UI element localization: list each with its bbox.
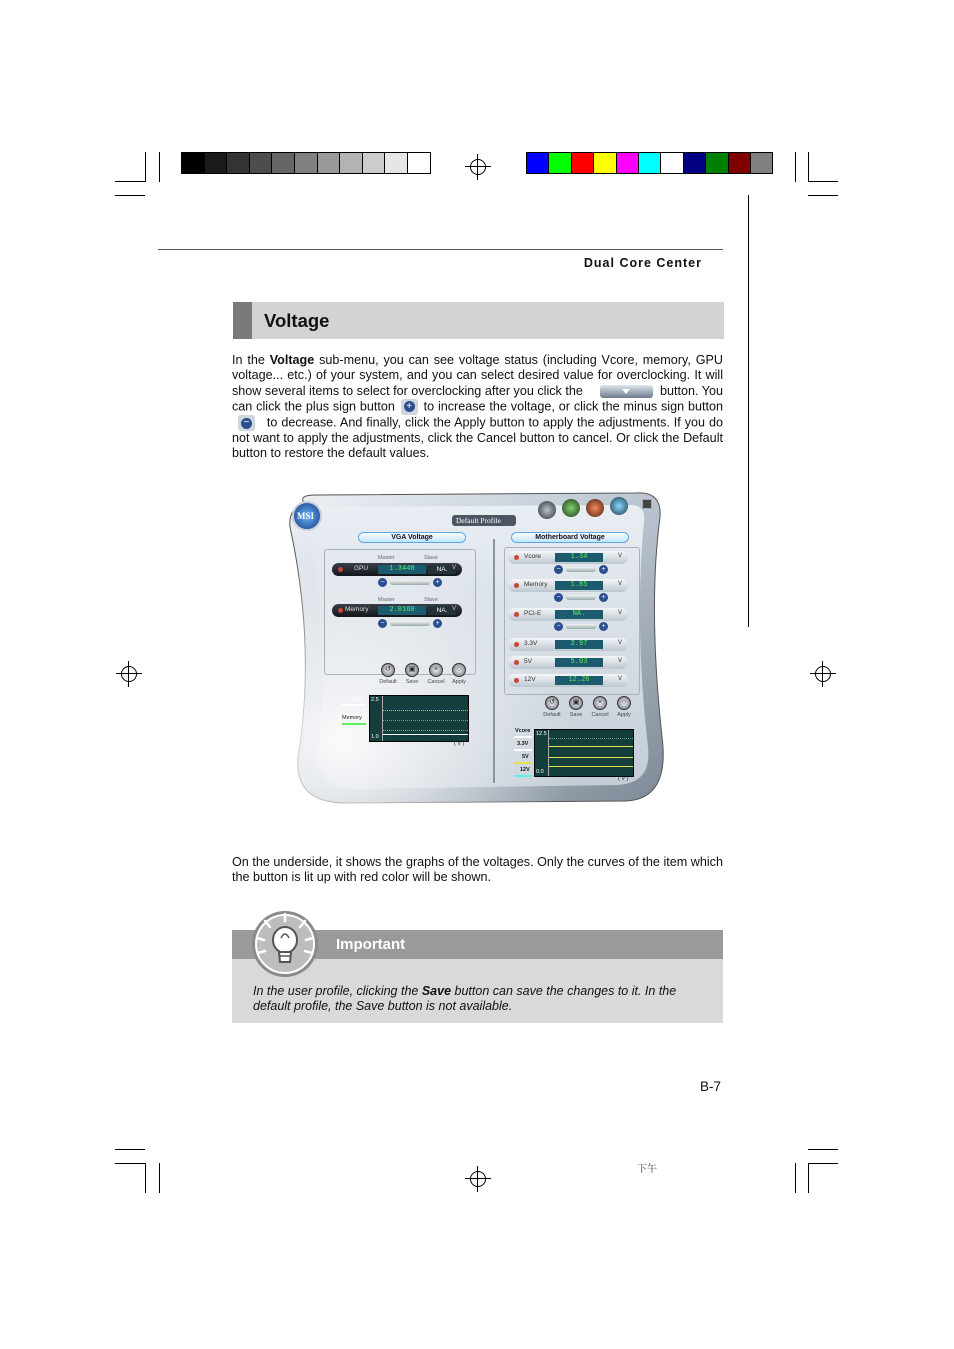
registration-mark-icon — [465, 1166, 491, 1192]
vga-default-button[interactable]: ↺ — [381, 663, 395, 677]
vga-cancel-button[interactable]: × — [429, 663, 443, 677]
plus-button-icon: + — [401, 399, 418, 415]
mb-row-33v: 3.3V 2.97 V — [508, 638, 628, 651]
mb-legend-12v-line — [514, 775, 532, 777]
color-swatch — [750, 152, 773, 174]
minus-icon[interactable]: − — [554, 622, 563, 631]
mb-graph-legend-vcore[interactable]: Vcore — [515, 728, 531, 734]
mb-save-button[interactable]: ▣ — [569, 696, 583, 710]
vga-voltage-title: VGA Voltage — [358, 532, 466, 543]
intro-paragraph: In the Voltage sub-menu, you can see voltage status (including Vcore, memory, GPU voltage... etc.) of your system, and you can select desired value for overclocking. It will show several items to select for overclocking after you click the button. You can click the plus sign button + to increase the voltage, or click the minus sign button − to decrease. And finally, click the Apply button to apply the adjustments. If you do not want to apply the adjustments, click the Cancel button to cancel. Or click the Default button to restore the default values. — [232, 353, 723, 461]
mb-value-display: 12.26 — [555, 676, 603, 685]
mb-graph-line — [549, 746, 633, 747]
vga-save-button[interactable]: ▣ — [405, 663, 419, 677]
pcie-toggle-icon[interactable] — [514, 612, 519, 617]
mb-stepper[interactable] — [554, 565, 608, 574]
lightbulb-icon — [248, 908, 322, 980]
color-swatch — [526, 152, 549, 174]
vga-voltage-graph: 2.5 1.0 — [369, 695, 469, 742]
color-swatch — [705, 152, 728, 174]
profile-selector[interactable]: Default Profile — [452, 515, 516, 526]
33v-toggle-icon[interactable] — [514, 642, 519, 647]
section-title-accent — [233, 302, 252, 339]
memory-toggle-icon[interactable] — [338, 608, 343, 613]
gray-swatch — [204, 152, 228, 174]
minus-icon[interactable]: − — [554, 565, 563, 574]
mb-row-pcie: PCI-E NA. V — [508, 608, 628, 621]
minus-button-icon: − — [238, 415, 255, 431]
vga-col-slave: Slave — [424, 597, 438, 603]
vga-graph-legend-memory[interactable]: Memory — [342, 715, 362, 721]
plus-icon[interactable]: + — [599, 565, 608, 574]
dropdown-button-icon — [600, 385, 653, 398]
color-swatch — [683, 152, 706, 174]
color-swatch — [571, 152, 594, 174]
vga-graph-line — [383, 710, 468, 711]
gray-swatch — [271, 152, 295, 174]
mb-row-memory: Memory 1.85 V — [508, 579, 628, 592]
mb-graph-legend-5v[interactable]: 5V — [522, 754, 529, 760]
mb-default-button[interactable]: ↺ — [545, 696, 559, 710]
vga-graph-legend-gpu[interactable]: GPU — [352, 697, 364, 703]
vga-graph-line — [383, 734, 468, 735]
mb-value-display: 5.03 — [555, 658, 603, 667]
plus-icon[interactable]: + — [599, 593, 608, 602]
mb-value-display: 1.85 — [555, 581, 603, 590]
mb-stepper[interactable] — [554, 593, 608, 602]
gray-swatch — [384, 152, 408, 174]
important-title: Important — [336, 936, 406, 953]
vga-col-master: Master — [378, 555, 395, 561]
gray-swatch — [362, 152, 386, 174]
plus-icon[interactable]: + — [433, 619, 442, 628]
important-text: In the user profile, clicking the Save button can save the changes to it. In the default profile, the Save button is not available. — [253, 984, 677, 1014]
mb-row-5v: 5V 5.03 V — [508, 656, 628, 669]
registration-mark-icon — [465, 154, 491, 180]
gpu-slave-value: NA. — [428, 565, 456, 574]
color-swatch — [638, 152, 661, 174]
settings-menu-icon[interactable] — [610, 497, 628, 515]
gray-swatch — [407, 152, 431, 174]
mb-row-vcore: Vcore 1.34 V — [508, 551, 628, 564]
mb-graph-legend-12v[interactable]: 12V — [520, 767, 530, 773]
mb-value-display: 2.97 — [555, 640, 603, 649]
registration-mark-icon — [810, 661, 836, 687]
gpu-toggle-icon[interactable] — [338, 567, 343, 572]
section-title-bar — [233, 302, 724, 339]
mb-apply-button[interactable]: ○ — [617, 696, 631, 710]
mb-stepper[interactable] — [554, 622, 608, 631]
mb-row-12v: 12V 12.26 V — [508, 674, 628, 687]
vga-apply-button[interactable]: ○ — [452, 663, 466, 677]
memory-slave-value: NA. — [428, 606, 456, 615]
vga-row-gpu: GPU 1.3440 NA. V — [332, 563, 462, 576]
fan-menu-icon[interactable] — [586, 499, 604, 517]
vga-row-memory: Memory 2.0160 NA. V — [332, 604, 462, 617]
color-swatch — [593, 152, 616, 174]
outro-paragraph: On the underside, it shows the graphs of the voltages. Only the curves of the item which the button is lit up with red color will be shown. — [232, 855, 723, 885]
memory-toggle-icon[interactable] — [514, 583, 519, 588]
voltage-app-screenshot: MSI Default Profile VGA Voltage Master Slave GPU 1.3440 NA. V − + Master Slave Memory 2.0160 NA. V − + ↺ Default ▣ Save × Cancel ○ Apply GPU Memory 2.5 1.0 ( V ) Motherboard Voltage ↺ Default ▣ Save × Cancel ○ Apply Vcore 3.3V 5V 12V 12.5 0.0 ( V ) — [286, 487, 670, 805]
mb-legend-5v-line — [514, 762, 532, 764]
minus-icon[interactable]: − — [378, 619, 387, 628]
motherboard-voltage-title: Motherboard Voltage — [511, 532, 629, 543]
gray-swatch — [294, 152, 318, 174]
running-header: Dual Core Center — [583, 256, 702, 270]
mb-value-display: NA. — [555, 610, 603, 619]
minimize-icon[interactable] — [642, 499, 652, 509]
clock-menu-icon[interactable] — [538, 501, 556, 519]
color-swatch — [548, 152, 571, 174]
minus-icon[interactable]: − — [554, 593, 563, 602]
color-swatch — [728, 152, 751, 174]
gray-swatch — [181, 152, 205, 174]
mb-value-display: 1.34 — [555, 553, 603, 562]
vga-legend-memory-line — [342, 723, 366, 725]
page-number: B-7 — [699, 1079, 721, 1094]
mb-graph-line — [549, 757, 633, 758]
mb-legend-vcore-line — [514, 736, 532, 738]
5v-toggle-icon[interactable] — [514, 660, 519, 665]
mb-graph-line — [549, 766, 633, 767]
mb-graph-legend-3v3[interactable]: 3.3V — [517, 741, 529, 747]
footer-mark: 下午 — [637, 1164, 657, 1175]
gray-swatch — [339, 152, 363, 174]
memory-stepper[interactable] — [378, 619, 442, 628]
vga-col-master: Master — [378, 597, 395, 603]
mb-legend-3v3-line — [514, 749, 532, 751]
color-swatch — [616, 152, 639, 174]
gray-swatch — [317, 152, 341, 174]
gpu-master-value: 1.3440 — [378, 565, 426, 574]
gpu-stepper[interactable] — [378, 578, 442, 587]
voltage-menu-icon[interactable] — [562, 499, 580, 517]
gray-swatch — [249, 152, 273, 174]
msi-logo: MSI — [292, 501, 322, 531]
section-title: Voltage — [264, 310, 330, 331]
minus-icon[interactable]: − — [378, 578, 387, 587]
memory-master-value: 2.0160 — [378, 606, 426, 615]
plus-icon[interactable]: + — [599, 622, 608, 631]
motherboard-voltage-graph: 12.5 0.0 — [534, 729, 634, 777]
vcore-toggle-icon[interactable] — [514, 555, 519, 560]
gray-swatch — [226, 152, 250, 174]
nav-round-icons — [538, 497, 628, 519]
plus-icon[interactable]: + — [433, 578, 442, 587]
registration-mark-icon — [116, 661, 142, 687]
header-rule — [158, 249, 723, 250]
vga-col-slave: Slave — [424, 555, 438, 561]
color-swatch — [660, 152, 683, 174]
12v-toggle-icon[interactable] — [514, 678, 519, 683]
mb-cancel-button[interactable]: × — [593, 696, 607, 710]
vga-legend-gpu-line — [342, 704, 366, 706]
